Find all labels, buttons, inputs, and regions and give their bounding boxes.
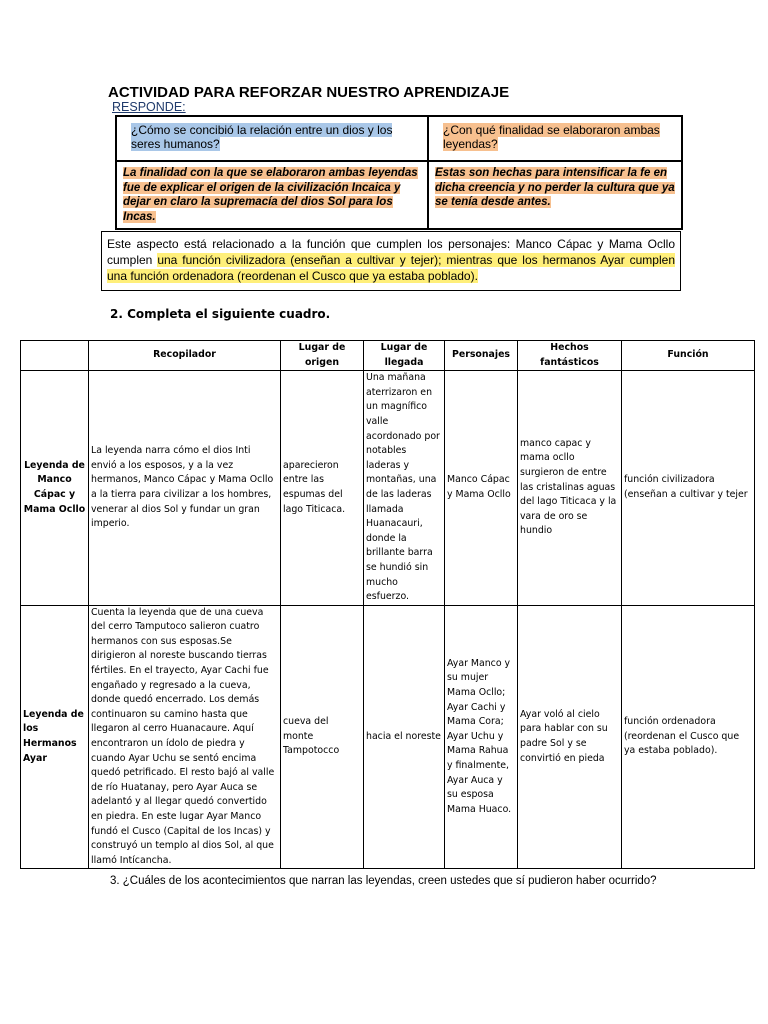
page-title: ACTIVIDAD PARA REFORZAR NUESTRO APRENDIZAJE <box>108 84 510 101</box>
legend-table <box>20 340 755 869</box>
table-header-row <box>21 341 755 371</box>
header-empty <box>21 341 89 371</box>
row-name: Leyenda de los Hermanos Ayar <box>21 605 89 869</box>
question-2-cell <box>428 116 682 161</box>
cell-recopilador: La leyenda narra cómo el dios Inti envió a los esposos, y a la vez hermanos, Manco Cápac y Mama Ocllo a la tierra para civilizar a los hombres, venerar al dios Sol y fundar un gran imperio. <box>89 371 281 606</box>
answer-2: Estas son hechas para intensificar la fe en dicha creencia y no perder la cultura que ya se tenía desde antes. <box>435 167 675 208</box>
cell-origen: aparecieron entre las espumas del lago Titicaca. <box>281 371 364 606</box>
table-row <box>21 371 755 606</box>
cell-funcion: función civilizadora (enseñan a cultivar y tejer <box>622 371 755 606</box>
responde-label: RESPONDE: <box>112 100 186 114</box>
cell-llegada: hacia el noreste <box>364 605 445 869</box>
header-llegada: Lugar de llegada <box>364 341 445 371</box>
cell-personajes: Manco Cápac y Mama Ocllo <box>445 371 518 606</box>
extra-answer-highlight: una función civilizadora (enseñan a cultivar y tejer); mientras que los hermanos Ayar cumplen una función ordenadora (reordenan el Cusco que ya estaba poblado). <box>107 253 675 283</box>
cell-funcion: función ordenadora (reordenan el Cusco que ya estaba poblado). <box>622 605 755 869</box>
row-name: Leyenda de Manco Cápac y Mama Ocllo <box>21 371 89 606</box>
answer-1-cell <box>116 161 428 229</box>
section-3-question: 3. ¿Cuáles de los acontecimientos que narran las leyendas, creen ustedes que sí pudieron haber ocurrido? <box>110 875 657 887</box>
cell-recopilador: Cuenta la leyenda que de una cueva del cerro Tamputoco salieron cuatro hermanos con sus esposas.Se dirigieron al noreste buscando tierras fértiles. En el trayecto, Ayar Cachi fue engañado y regresado a la cueva, donde quedó encerrado. Los demás continuaron su camino hasta que llegaron al cerro Huanacaure. Aquí encontraron un ídolo de piedra y cuando Ayar Uchu se sentó encima quedó petrificado. El resto bajó al valle de río Huatanay, pero Ayar Auca se adelantó y al llegar quedó convertido en piedra. En este lugar Ayar Manco fundó el Cusco (Capital de los Incas) y construyó un templo al dios Sol, al que llamó Intícancha. <box>89 605 281 869</box>
header-hechos: Hechos fantásticos <box>518 341 622 371</box>
answer-1: La finalidad con la que se elaboraron ambas leyendas fue de explicar el origen de la civilización Incaica y dejar en claro la supremacía del dios Sol para los Incas. <box>123 167 418 223</box>
header-personajes: Personajes <box>445 341 518 371</box>
table-row <box>21 605 755 869</box>
section-2-heading: 2. Completa el siguiente cuadro. <box>110 307 331 321</box>
questions-table <box>115 115 683 230</box>
cell-hechos: Ayar voló al cielo para hablar con su padre Sol y se convirtió en pieda <box>518 605 622 869</box>
answer-2-cell <box>428 161 682 229</box>
header-origen: Lugar de origen <box>281 341 364 371</box>
header-funcion: Función <box>622 341 755 371</box>
extra-answer-plain: Este aspecto está relacionado a la función que cumplen los personajes: Manco Cápac y Mama Ocllo cumplen <box>107 237 675 267</box>
cell-hechos: manco capac y mama ocllo surgieron de entre las cristalinas aguas del lago Titicaca y la vara de oro se hundio <box>518 371 622 606</box>
question-2: ¿Con qué finalidad se elaboraron ambas leyendas? <box>443 123 660 151</box>
header-recopilador: Recopilador <box>89 341 281 371</box>
cell-llegada: Una mañana aterrizaron en un magnífico valle acordonado por notables laderas y montañas, una de las laderas llamada Huanacauri, donde la brillante barra se hundió sin mucho esfuerzo. <box>364 371 445 606</box>
question-1-cell <box>116 116 428 161</box>
cell-origen: cueva del monte Tampotocco <box>281 605 364 869</box>
question-1: ¿Cómo se concibió la relación entre un dios y los seres humanos? <box>131 123 393 151</box>
extra-answer-box <box>101 231 681 291</box>
cell-personajes: Ayar Manco y su mujer Mama Ocllo; Ayar Cachi y Mama Cora; Ayar Uchu y Mama Rahua y finalmente, Ayar Auca y su esposa Mama Huaco. <box>445 605 518 869</box>
